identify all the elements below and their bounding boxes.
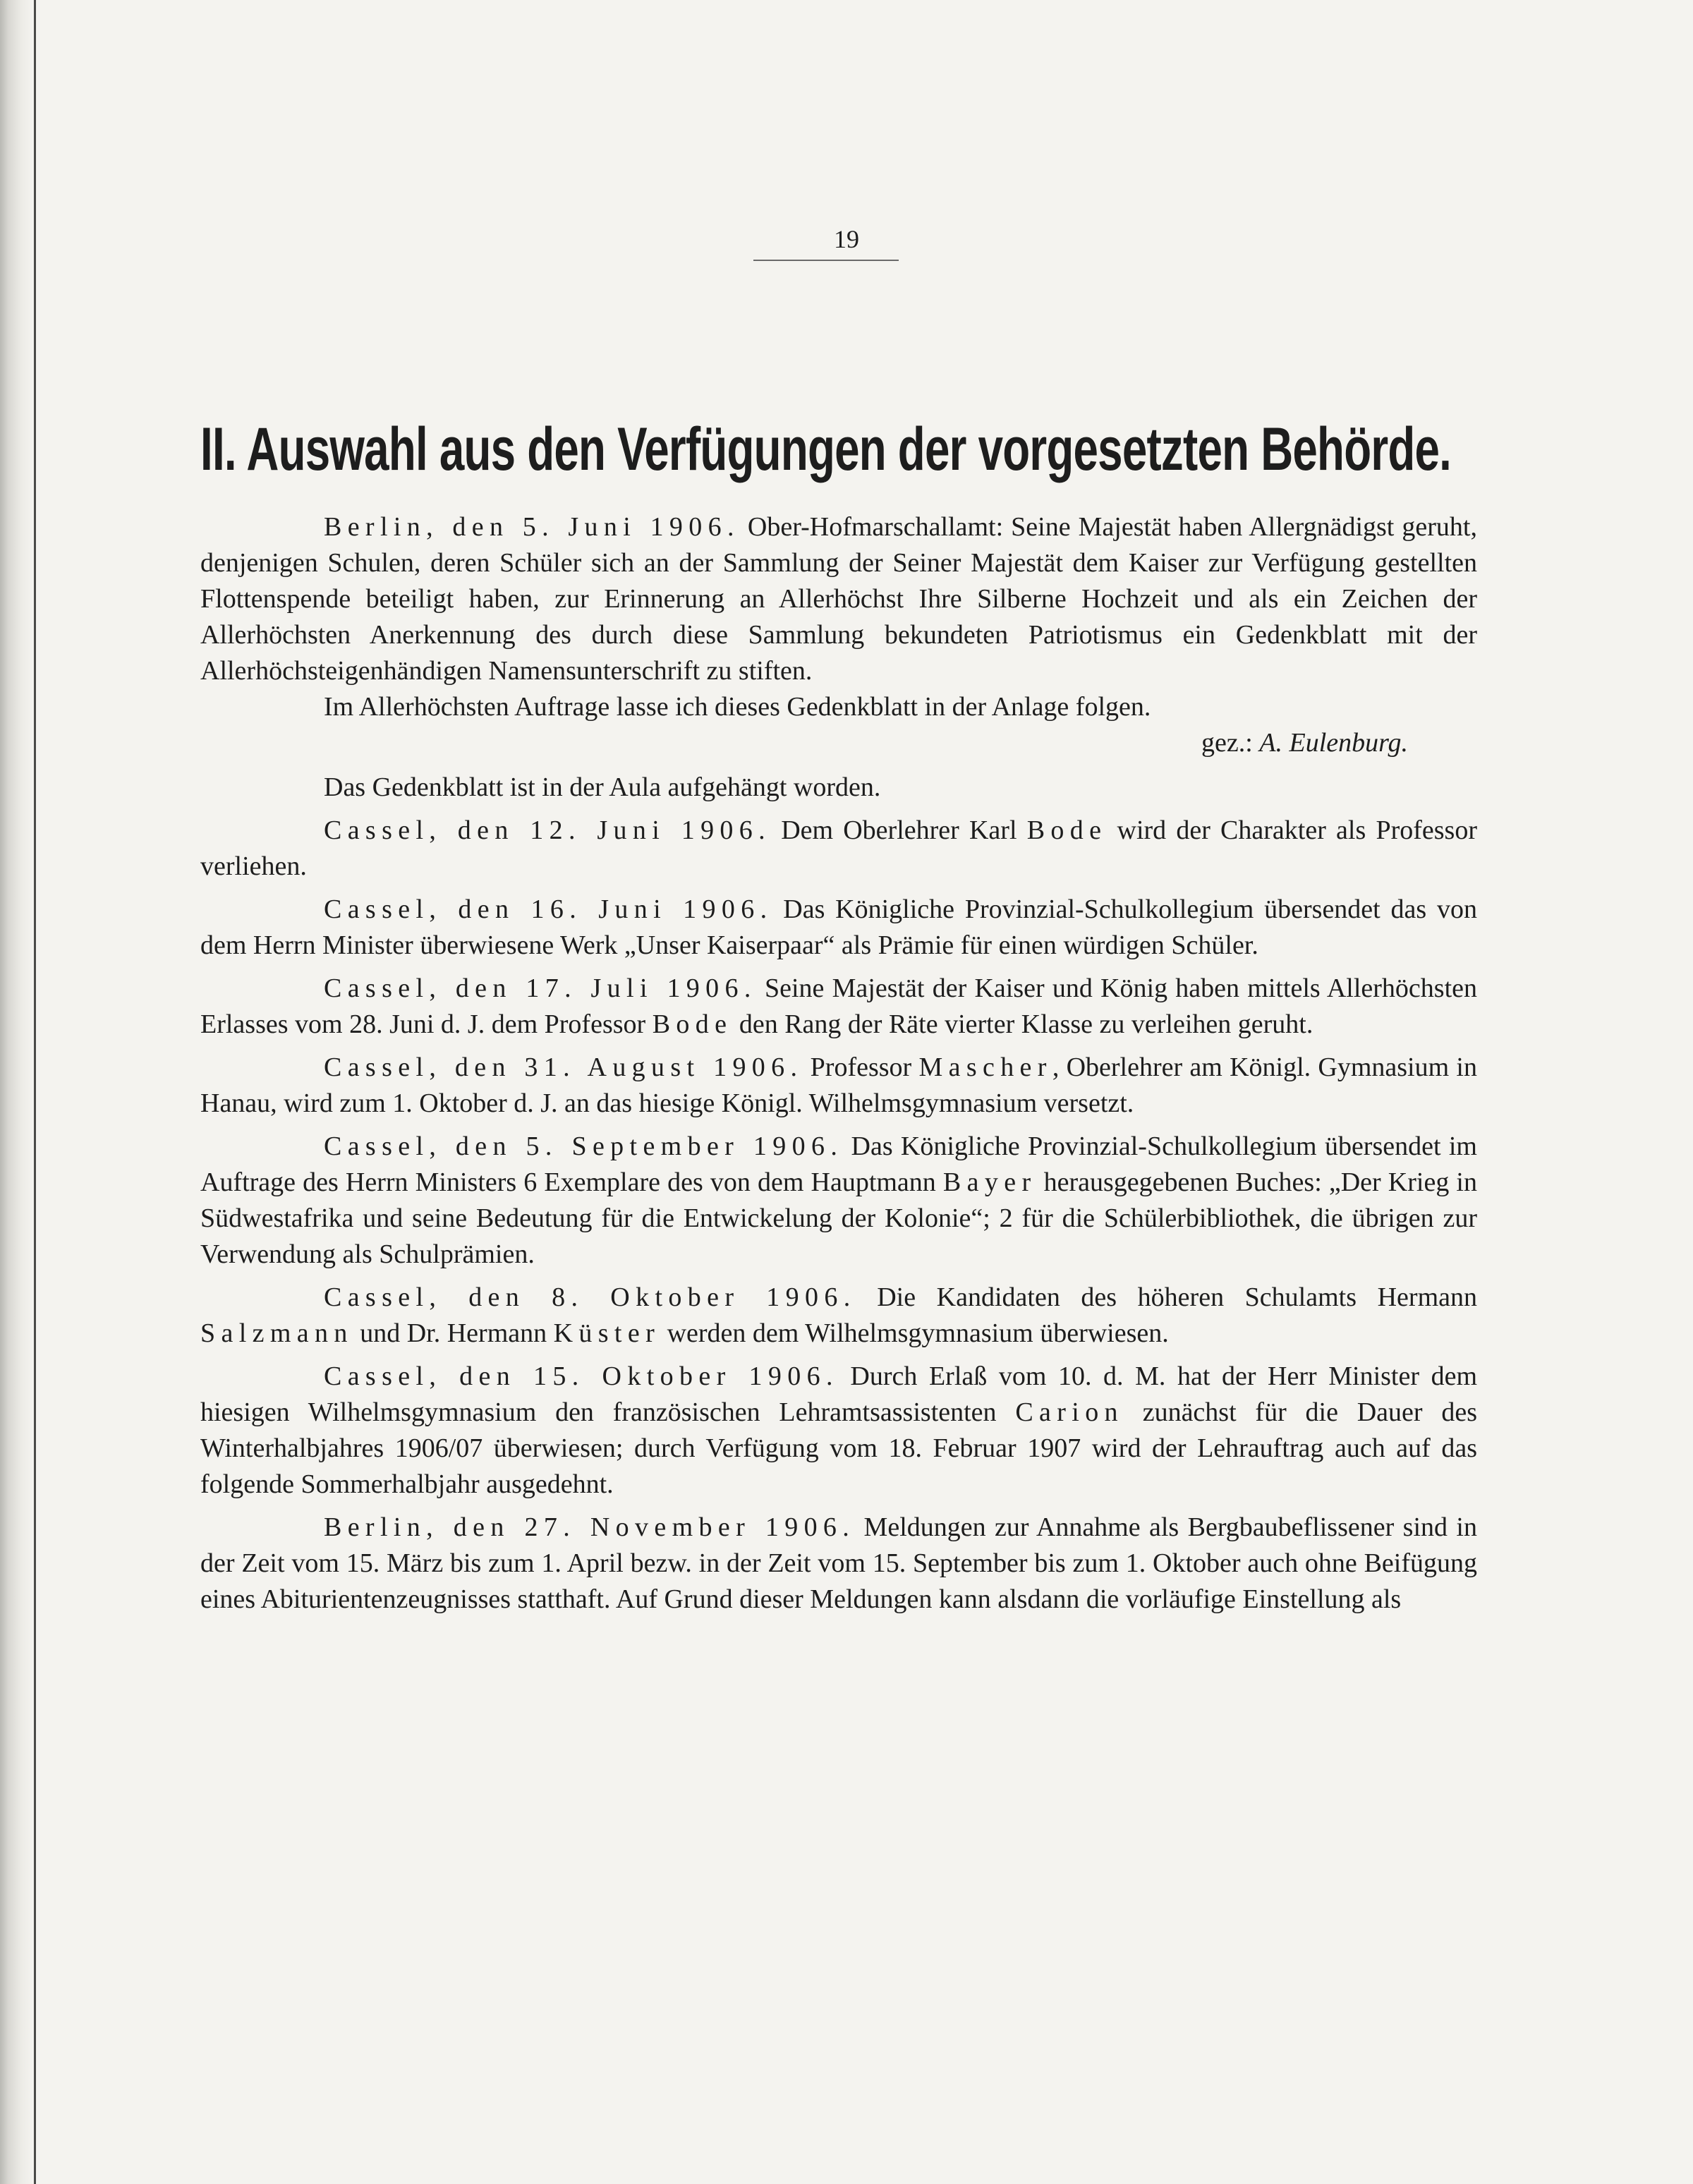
signature-prefix: gez.: <box>1201 728 1260 758</box>
document-body <box>200 509 1477 1625</box>
entry-cassel-june-16 <box>200 892 1477 964</box>
person-name: Mascher <box>918 1052 1052 1082</box>
entry-place-date: Cassel, den 12. Juni 1906. <box>324 815 772 845</box>
person-name: Bayer <box>942 1167 1037 1197</box>
signature-name: A. Eulenburg. <box>1259 728 1408 758</box>
entry-cassel-august-31 <box>200 1050 1477 1122</box>
person-name: Bode <box>652 1009 733 1039</box>
entry-place-date: Cassel, den 17. Juli 1906. <box>324 973 757 1003</box>
entry-cassel-june-12 <box>200 813 1477 885</box>
entry-place-date: Cassel, den 5. September 1906. <box>324 1132 844 1161</box>
entry-text: wird der Charakter als Professor verliehen. <box>200 815 1477 881</box>
entry-continuation: Im Allerhöchsten Auftrage lasse ich dieses Gedenkblatt in der Anlage folgen. <box>324 692 1151 722</box>
page-number: 19 <box>834 225 859 253</box>
binding-shadow <box>0 0 32 2184</box>
signature-line <box>200 725 1477 761</box>
person-name: Carion <box>1015 1397 1124 1427</box>
entry-text: Seine Majestät der Kaiser und König haben mittels Allerhöchsten Erlasses vom 28. Juni d. J. dem Professor <box>200 973 1477 1039</box>
entry-text: werden dem Wilhelmsgymnasium überwiesen. <box>660 1318 1169 1348</box>
entry-text: Die Kandidaten des höheren Schulamts Hermann <box>856 1282 1477 1312</box>
entry-text: Meldungen zur Annahme als Bergbaubeflissener sind in der Zeit vom 15. März bis zum 1. April bezw. in der Zeit vom 15. September bis zum 1. Oktober auch ohne Beifügung eines Abiturientenzeugnisses statthaft. Auf Grund dieser Meldungen kann alsdann die vorläufige Einstellung als <box>200 1512 1477 1614</box>
entry-text: , Oberlehrer am Königl. Gymnasium in Hanau, wird zum 1. Oktober d. J. an das hiesige Königl. Wilhelmsgymnasium versetzt. <box>200 1052 1477 1118</box>
entry-place-date: Cassel, den 8. Oktober 1906. <box>324 1282 856 1312</box>
entry-text: und Dr. Hermann <box>353 1318 554 1348</box>
binding-edge-line <box>34 0 36 2184</box>
entry-place-date: Berlin, den 5. Juni 1906. <box>324 512 740 542</box>
entry-text: Durch Erlaß vom 10. d. M. hat der Herr Minister dem hiesigen Wilhelmsgymnasium den französischen Lehramtsassistenten <box>200 1361 1477 1427</box>
entry-cassel-july-17 <box>200 971 1477 1043</box>
entry-note: Das Gedenkblatt ist in der Aula aufgehängt worden. <box>324 772 881 802</box>
entry-berlin-november-27 <box>200 1510 1477 1618</box>
entry-text: Ober-Hofmarschallamt: Seine Majestät haben Allergnädigst geruht, denjenigen Schulen, deren Schüler sich an der Sammlung der Seiner Majestät dem Kaiser zur Verfügung gestellten Flottenspende beteiligt haben, zur Erinnerung an Allerhöchst Ihre Silberne Hochzeit und als ein Zeichen der Allerhöchsten Anerkennung des durch diese Sammlung bekundeten Patriotismus ein Gedenkblatt mit der Allerhöchsteigenhändigen Namensunterschrift zu stiften. <box>200 512 1477 686</box>
entry-text: Dem Oberlehrer Karl <box>771 815 1027 845</box>
entry-cassel-october-8 <box>200 1280 1477 1352</box>
entry-place-date: Cassel, den 31. August 1906. <box>324 1052 803 1082</box>
person-name: Küster <box>553 1318 661 1348</box>
entry-text: Das Königliche Provinzial-Schulkollegium übersendet das von dem Herrn Minister überwiesene Werk „Unser Kaiserpaar“ als Prämie für einen würdigen Schüler. <box>200 894 1477 960</box>
entry-place-date: Cassel, den 15. Oktober 1906. <box>324 1361 839 1391</box>
entry-text: den Rang der Räte vierter Klasse zu verleihen geruht. <box>732 1009 1313 1039</box>
entry-place-date: Cassel, den 16. Juni 1906. <box>324 894 773 924</box>
entry-berlin-june-5 <box>200 509 1477 689</box>
entry-text: Professor <box>803 1052 919 1082</box>
section-heading: II. Auswahl aus den Verfügungen der vorgesetzten Behörde. <box>200 415 1452 483</box>
entry-cassel-october-15 <box>200 1359 1477 1503</box>
person-name: Bode <box>1026 815 1108 845</box>
page-number-rule <box>753 260 899 261</box>
person-name: Salzmann <box>200 1318 353 1348</box>
entry-cassel-september-5 <box>200 1129 1477 1273</box>
entry-text: herausgegebenen Buches: „Der Krieg in Südwestafrika und seine Bedeutung für die Entwickelung der Kolonie“; 2 für die Schülerbibliothek, die übrigen zur Verwendung als Schulprämien. <box>200 1167 1477 1269</box>
entry-text: Das Königliche Provinzial-Schulkollegium übersendet im Auftrage des Herrn Ministers 6 Exemplare des von dem Hauptmann <box>200 1132 1477 1197</box>
entry-place-date: Berlin, den 27. November 1906. <box>324 1512 856 1542</box>
entry-text: zunächst für die Dauer des Winterhalbjahres 1906/07 überwiesen; durch Verfügung vom 18. Februar 1907 wird der Lehrauftrag auch auf das folgende Sommerhalbjahr ausgedehnt. <box>200 1397 1477 1499</box>
